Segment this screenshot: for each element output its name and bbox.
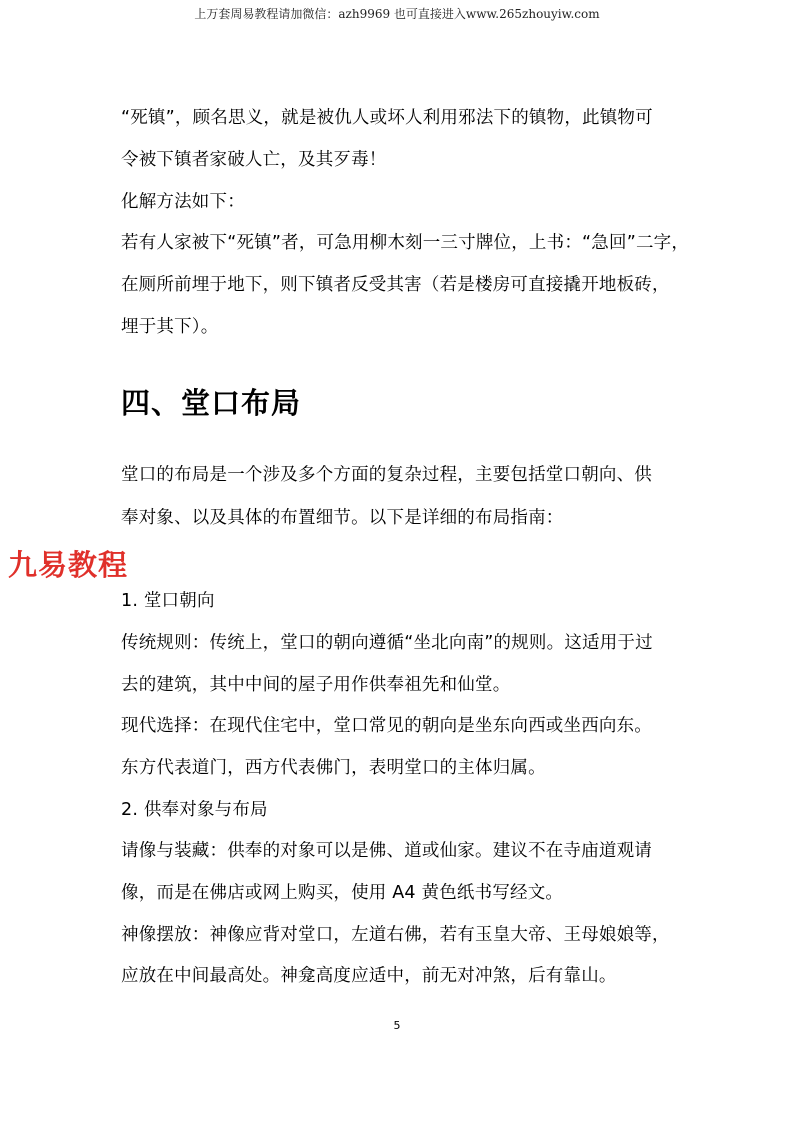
paragraph-line: 东方代表道门，西方代表佛门，表明堂口的主体归属。 (121, 758, 546, 778)
subheading-line: 1. 堂口朝向 (121, 591, 215, 611)
paragraph-line: 埋于其下）。 (121, 317, 219, 337)
paragraph-line: 请像与装藏：供奉的对象可以是佛、道或仙家。建议不在寺庙道观请 (121, 841, 652, 861)
paragraph-line: 化解方法如下： (121, 192, 245, 212)
paragraph-line: 若有人家被下“死镇”者，可急用柳木刻一三寸牌位，上书：“急回”二字， (121, 233, 690, 253)
paragraph-line: 堂口的布局是一个涉及多个方面的复杂过程，主要包括堂口朝向、供 (121, 465, 652, 485)
paragraph-line: 令被下镇者家破人亡，及其歹毒！ (121, 150, 387, 170)
paragraph-line: “死镇”，顾名思义，就是被仇人或坏人利用邪法下的镇物，此镇物可 (121, 108, 653, 128)
paragraph-line: 奉对象、以及具体的布置细节。以下是详细的布局指南： (121, 508, 564, 528)
paragraph-line: 应放在中间最高处。神龛高度应适中，前无对冲煞，后有靠山。 (121, 966, 617, 986)
paragraph-line: 神像摆放：神像应背对堂口，左道右佛，若有玉皇大帝、王母娘娘等， (121, 925, 670, 945)
watermark-logo: 九易教程 (8, 548, 129, 582)
paragraph-line: 在厕所前埋于地下，则下镇者反受其害（若是楼房可直接撬开地板砖， (121, 275, 670, 295)
page-number: 5 (393, 1019, 401, 1032)
paragraph-line: 传统规则：传统上，堂口的朝向遵循“坐北向南”的规则。这适用于过 (121, 633, 653, 653)
subheading-line: 2. 供奉对象与布局 (121, 800, 268, 820)
paragraph-line: 现代选择：在现代住宅中，堂口常见的朝向是坐东向西或坐西向东。 (121, 716, 652, 736)
header-note: 上万套周易教程请加微信：azh9969 也可直接进入www.265zhouyiw.com (194, 7, 600, 21)
section-heading: 四、堂口布局 (121, 386, 302, 420)
paragraph-line: 去的建筑，其中中间的屋子用作供奉祖先和仙堂。 (121, 675, 511, 695)
paragraph-line: 像，而是在佛店或网上购买，使用 A4 黄色纸书写经文。 (121, 883, 564, 903)
